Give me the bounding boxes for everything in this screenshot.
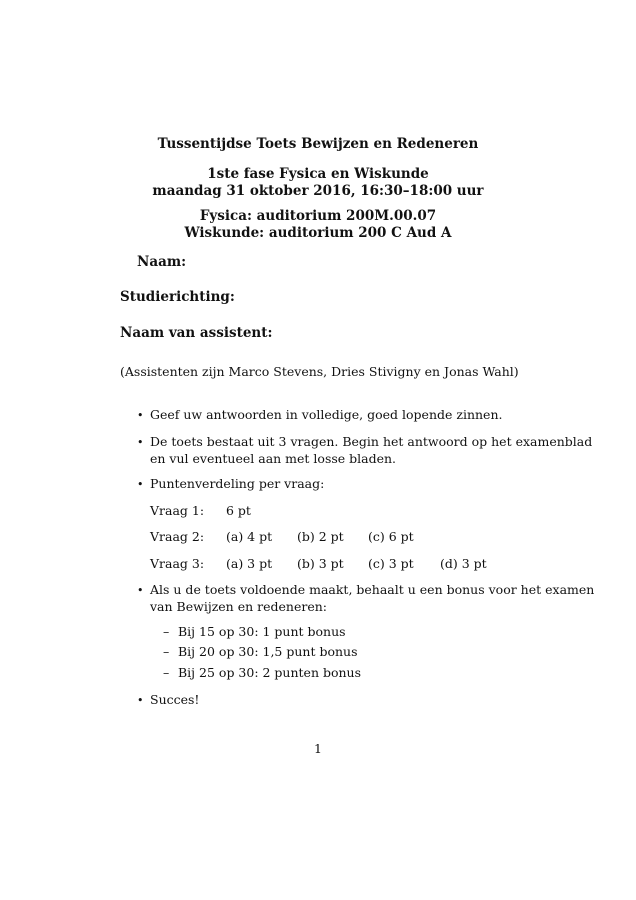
q2a-points: (a) 4 pt [226, 529, 273, 544]
bonus-item-3: Bij 25 op 30: 2 punten bonus [178, 665, 362, 680]
q2b-points: (b) 2 pt [297, 529, 344, 544]
q3c-points: (c) 3 pt [368, 556, 414, 571]
bullet-marker: • [137, 584, 144, 597]
q2-label: Vraag 2: [150, 529, 205, 544]
points-heading: Puntenverdeling per vraag: [150, 476, 325, 491]
q1-points: 6 pt [226, 503, 251, 518]
bonus-item-1: Bij 15 op 30: 1 punt bonus [178, 624, 346, 639]
instruction-2-line2: en vul eventueel aan met losse bladen. [150, 451, 397, 466]
dash-marker: – [163, 644, 170, 659]
good-luck: Succes! [150, 692, 200, 707]
bullet-marker: • [137, 694, 144, 707]
assistant-label: Naam van assistent: [120, 325, 273, 341]
instruction-2-line1: De toets bestaat uit 3 vragen. Begin het antwoord op het examenblad [150, 434, 593, 449]
exam-title: Tussentijdse Toets Bewijzen en Redeneren [157, 136, 479, 152]
exam-phase: 1ste fase Fysica en Wiskunde [207, 166, 429, 182]
q2c-points: (c) 6 pt [368, 529, 414, 544]
bullet-marker: • [137, 478, 144, 491]
name-label: Naam: [137, 254, 187, 270]
q1-label: Vraag 1: [150, 503, 205, 518]
assistants-note: (Assistenten zijn Marco Stevens, Dries Stivigny en Jonas Wahl) [120, 364, 519, 379]
dash-marker: – [163, 665, 170, 680]
bonus-item-2: Bij 20 op 30: 1,5 punt bonus [178, 644, 358, 659]
room-wiskunde: Wiskunde: auditorium 200 C Aud A [184, 225, 452, 241]
bullet-marker: • [137, 409, 144, 422]
bonus-intro-line1: Als u de toets voldoende maakt, behaalt u een bonus voor het examen [150, 582, 595, 597]
bonus-intro-line2: van Bewijzen en redeneren: [150, 599, 327, 614]
bullet-marker: • [137, 436, 144, 449]
room-fysica: Fysica: auditorium 200M.00.07 [199, 208, 437, 224]
q3-label: Vraag 3: [150, 556, 205, 571]
exam-datetime: maandag 31 oktober 2016, 16:30–18:00 uur [152, 183, 484, 199]
instruction-1: Geef uw antwoorden in volledige, goed lopende zinnen. [150, 407, 503, 422]
q3b-points: (b) 3 pt [297, 556, 344, 571]
study-label: Studierichting: [120, 289, 235, 305]
q3a-points: (a) 3 pt [226, 556, 273, 571]
dash-marker: – [163, 624, 170, 639]
q3d-points: (d) 3 pt [440, 556, 487, 571]
page-number: 1 [314, 741, 322, 756]
